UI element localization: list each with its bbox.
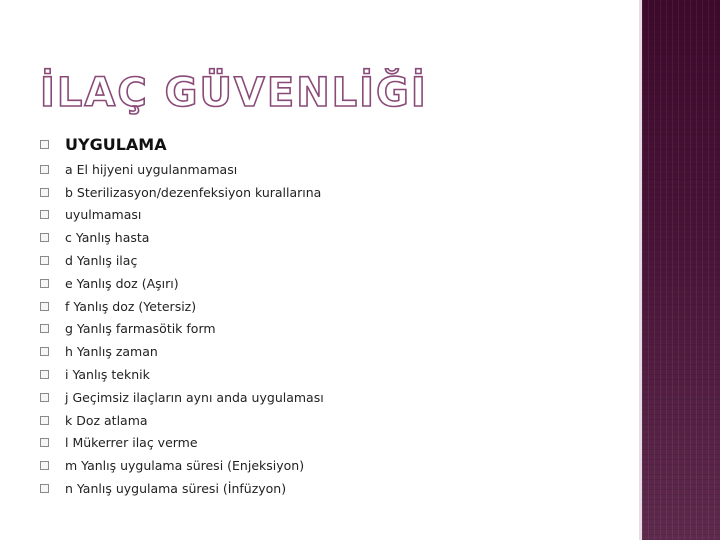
list-item-text: a El hijyeni uygulanmaması xyxy=(65,161,238,177)
square-bullet-icon xyxy=(40,393,49,402)
square-bullet-icon xyxy=(40,324,49,333)
square-bullet-icon xyxy=(40,461,49,470)
square-bullet-icon xyxy=(40,256,49,265)
square-bullet-icon xyxy=(40,210,49,219)
square-bullet-icon xyxy=(40,416,49,425)
list-item xyxy=(40,204,324,227)
list-item xyxy=(40,340,324,363)
square-bullet-icon xyxy=(40,140,49,149)
list-item xyxy=(40,432,324,455)
list-item xyxy=(40,386,324,409)
list-item-text: b Sterilizasyon/dezenfeksiyon kurallarına xyxy=(65,184,322,200)
list-item-text: m Yanlış uygulama süresi (Enjeksiyon) xyxy=(65,458,305,474)
square-bullet-icon xyxy=(40,165,49,174)
square-bullet-icon xyxy=(40,347,49,356)
list-item-text: l Mükerrer ilaç verme xyxy=(65,435,198,451)
list-item-text: k Doz atlama xyxy=(65,412,148,428)
list-item-text: e Yanlış doz (Aşırı) xyxy=(65,275,179,291)
list-item-text: d Yanlış ilaç xyxy=(65,253,138,269)
square-bullet-icon xyxy=(40,279,49,288)
square-bullet-icon xyxy=(40,188,49,197)
list-item xyxy=(40,409,324,432)
square-bullet-icon xyxy=(40,438,49,447)
list-item-text: h Yanlış zaman xyxy=(65,344,158,360)
list-item-text: f Yanlış doz (Yetersiz) xyxy=(65,298,197,314)
square-bullet-icon xyxy=(40,370,49,379)
list-item-text: j Geçimsiz ilaçların aynı anda uygulaması xyxy=(65,389,324,405)
decorative-side-panel xyxy=(642,0,720,540)
square-bullet-icon xyxy=(40,302,49,311)
slide-title: İLAÇ GÜVENLİĞİ xyxy=(40,70,428,116)
square-bullet-icon xyxy=(40,484,49,493)
list-item xyxy=(40,272,324,295)
list-item-text: uyulmaması xyxy=(65,207,142,223)
list-item-text: UYGULAMA xyxy=(65,135,167,154)
list-item xyxy=(40,295,324,318)
list-item xyxy=(40,454,324,477)
list-item xyxy=(40,131,324,158)
square-bullet-icon xyxy=(40,233,49,242)
list-item-text: n Yanlış uygulama süresi (İnfüzyon) xyxy=(65,481,287,497)
list-item xyxy=(40,249,324,272)
list-item-text: i Yanlış teknik xyxy=(65,367,150,383)
list-item xyxy=(40,363,324,386)
list-item-text: c Yanlış hasta xyxy=(65,230,150,246)
list-item xyxy=(40,158,324,181)
list-item xyxy=(40,226,324,249)
list-item xyxy=(40,181,324,204)
list-item xyxy=(40,318,324,341)
bullet-list xyxy=(40,131,324,500)
list-item xyxy=(40,477,324,500)
list-item-text: g Yanlış farmasötik form xyxy=(65,321,216,337)
